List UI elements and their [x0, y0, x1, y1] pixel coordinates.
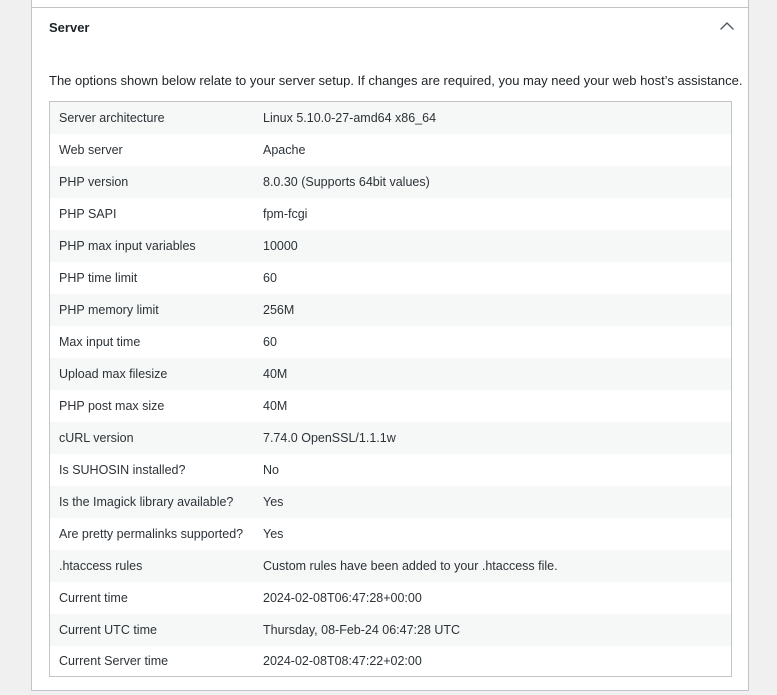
row-label: Web server [59, 142, 123, 157]
table-row [50, 262, 732, 294]
table-row [50, 230, 732, 262]
row-label: Server architecture [59, 110, 165, 125]
row-label: Max input time [59, 334, 141, 349]
table-row [50, 422, 732, 454]
row-value: Thursday, 08-Feb-24 06:47:28 UTC [263, 622, 461, 637]
row-label: PHP max input variables [59, 238, 196, 253]
row-value: Yes [263, 494, 284, 509]
row-label: .htaccess rules [59, 558, 143, 573]
row-value: Apache [263, 142, 306, 157]
row-label: PHP post max size [59, 398, 165, 413]
row-label: Current time [59, 590, 128, 605]
row-label: Is SUHOSIN installed? [59, 462, 186, 477]
section-description: The options shown below relate to your server setup. If changes are required, you may need your web host’s assistance. [49, 73, 743, 88]
table-row [50, 134, 732, 166]
section-title: Server [49, 20, 90, 35]
row-label: PHP version [59, 174, 129, 189]
table-row [50, 550, 732, 582]
row-value: Yes [263, 526, 284, 541]
server-info-table [49, 101, 732, 677]
chevron-up-icon[interactable] [718, 17, 736, 35]
table-row [50, 454, 732, 486]
row-label: PHP time limit [59, 270, 138, 285]
row-label: Current UTC time [59, 622, 157, 637]
table-row [50, 198, 732, 230]
table-row [50, 358, 732, 390]
row-label: Are pretty permalinks supported? [59, 526, 244, 541]
row-label: Current Server time [59, 653, 169, 668]
table-row [50, 326, 732, 358]
row-value: Linux 5.10.0-27-amd64 x86_64 [263, 110, 437, 125]
row-value: 40M [263, 398, 288, 413]
row-value: No [263, 462, 279, 477]
row-value: 2024-02-08T08:47:22+02:00 [263, 653, 422, 668]
row-label: PHP SAPI [59, 206, 117, 221]
row-label: Is the Imagick library available? [59, 494, 234, 509]
table-row [50, 582, 732, 614]
table-row [50, 390, 732, 422]
row-value: 2024-02-08T06:47:28+00:00 [263, 590, 422, 605]
table-row [50, 486, 732, 518]
row-label: cURL version [59, 430, 134, 445]
row-value: Custom rules have been added to your .htaccess file. [263, 558, 558, 573]
table-row [50, 102, 732, 134]
row-label: Upload max filesize [59, 366, 168, 381]
row-value: 60 [263, 334, 277, 349]
row-value: 256M [263, 302, 295, 317]
row-value: 7.74.0 OpenSSL/1.1.1w [263, 430, 396, 445]
row-label: PHP memory limit [59, 302, 159, 317]
server-section-toggle[interactable] [32, 7, 748, 49]
site-health-panel [31, 0, 749, 691]
row-value: 8.0.30 (Supports 64bit values) [263, 174, 430, 189]
row-value: 10000 [263, 238, 298, 253]
table-row [50, 166, 732, 198]
table-row [50, 614, 732, 646]
page-bottom-gap [31, 691, 749, 695]
row-value: 60 [263, 270, 277, 285]
table-row [50, 518, 732, 550]
table-row [50, 646, 732, 677]
row-value: fpm-fcgi [263, 206, 308, 221]
row-value: 40M [263, 366, 288, 381]
table-row [50, 294, 732, 326]
